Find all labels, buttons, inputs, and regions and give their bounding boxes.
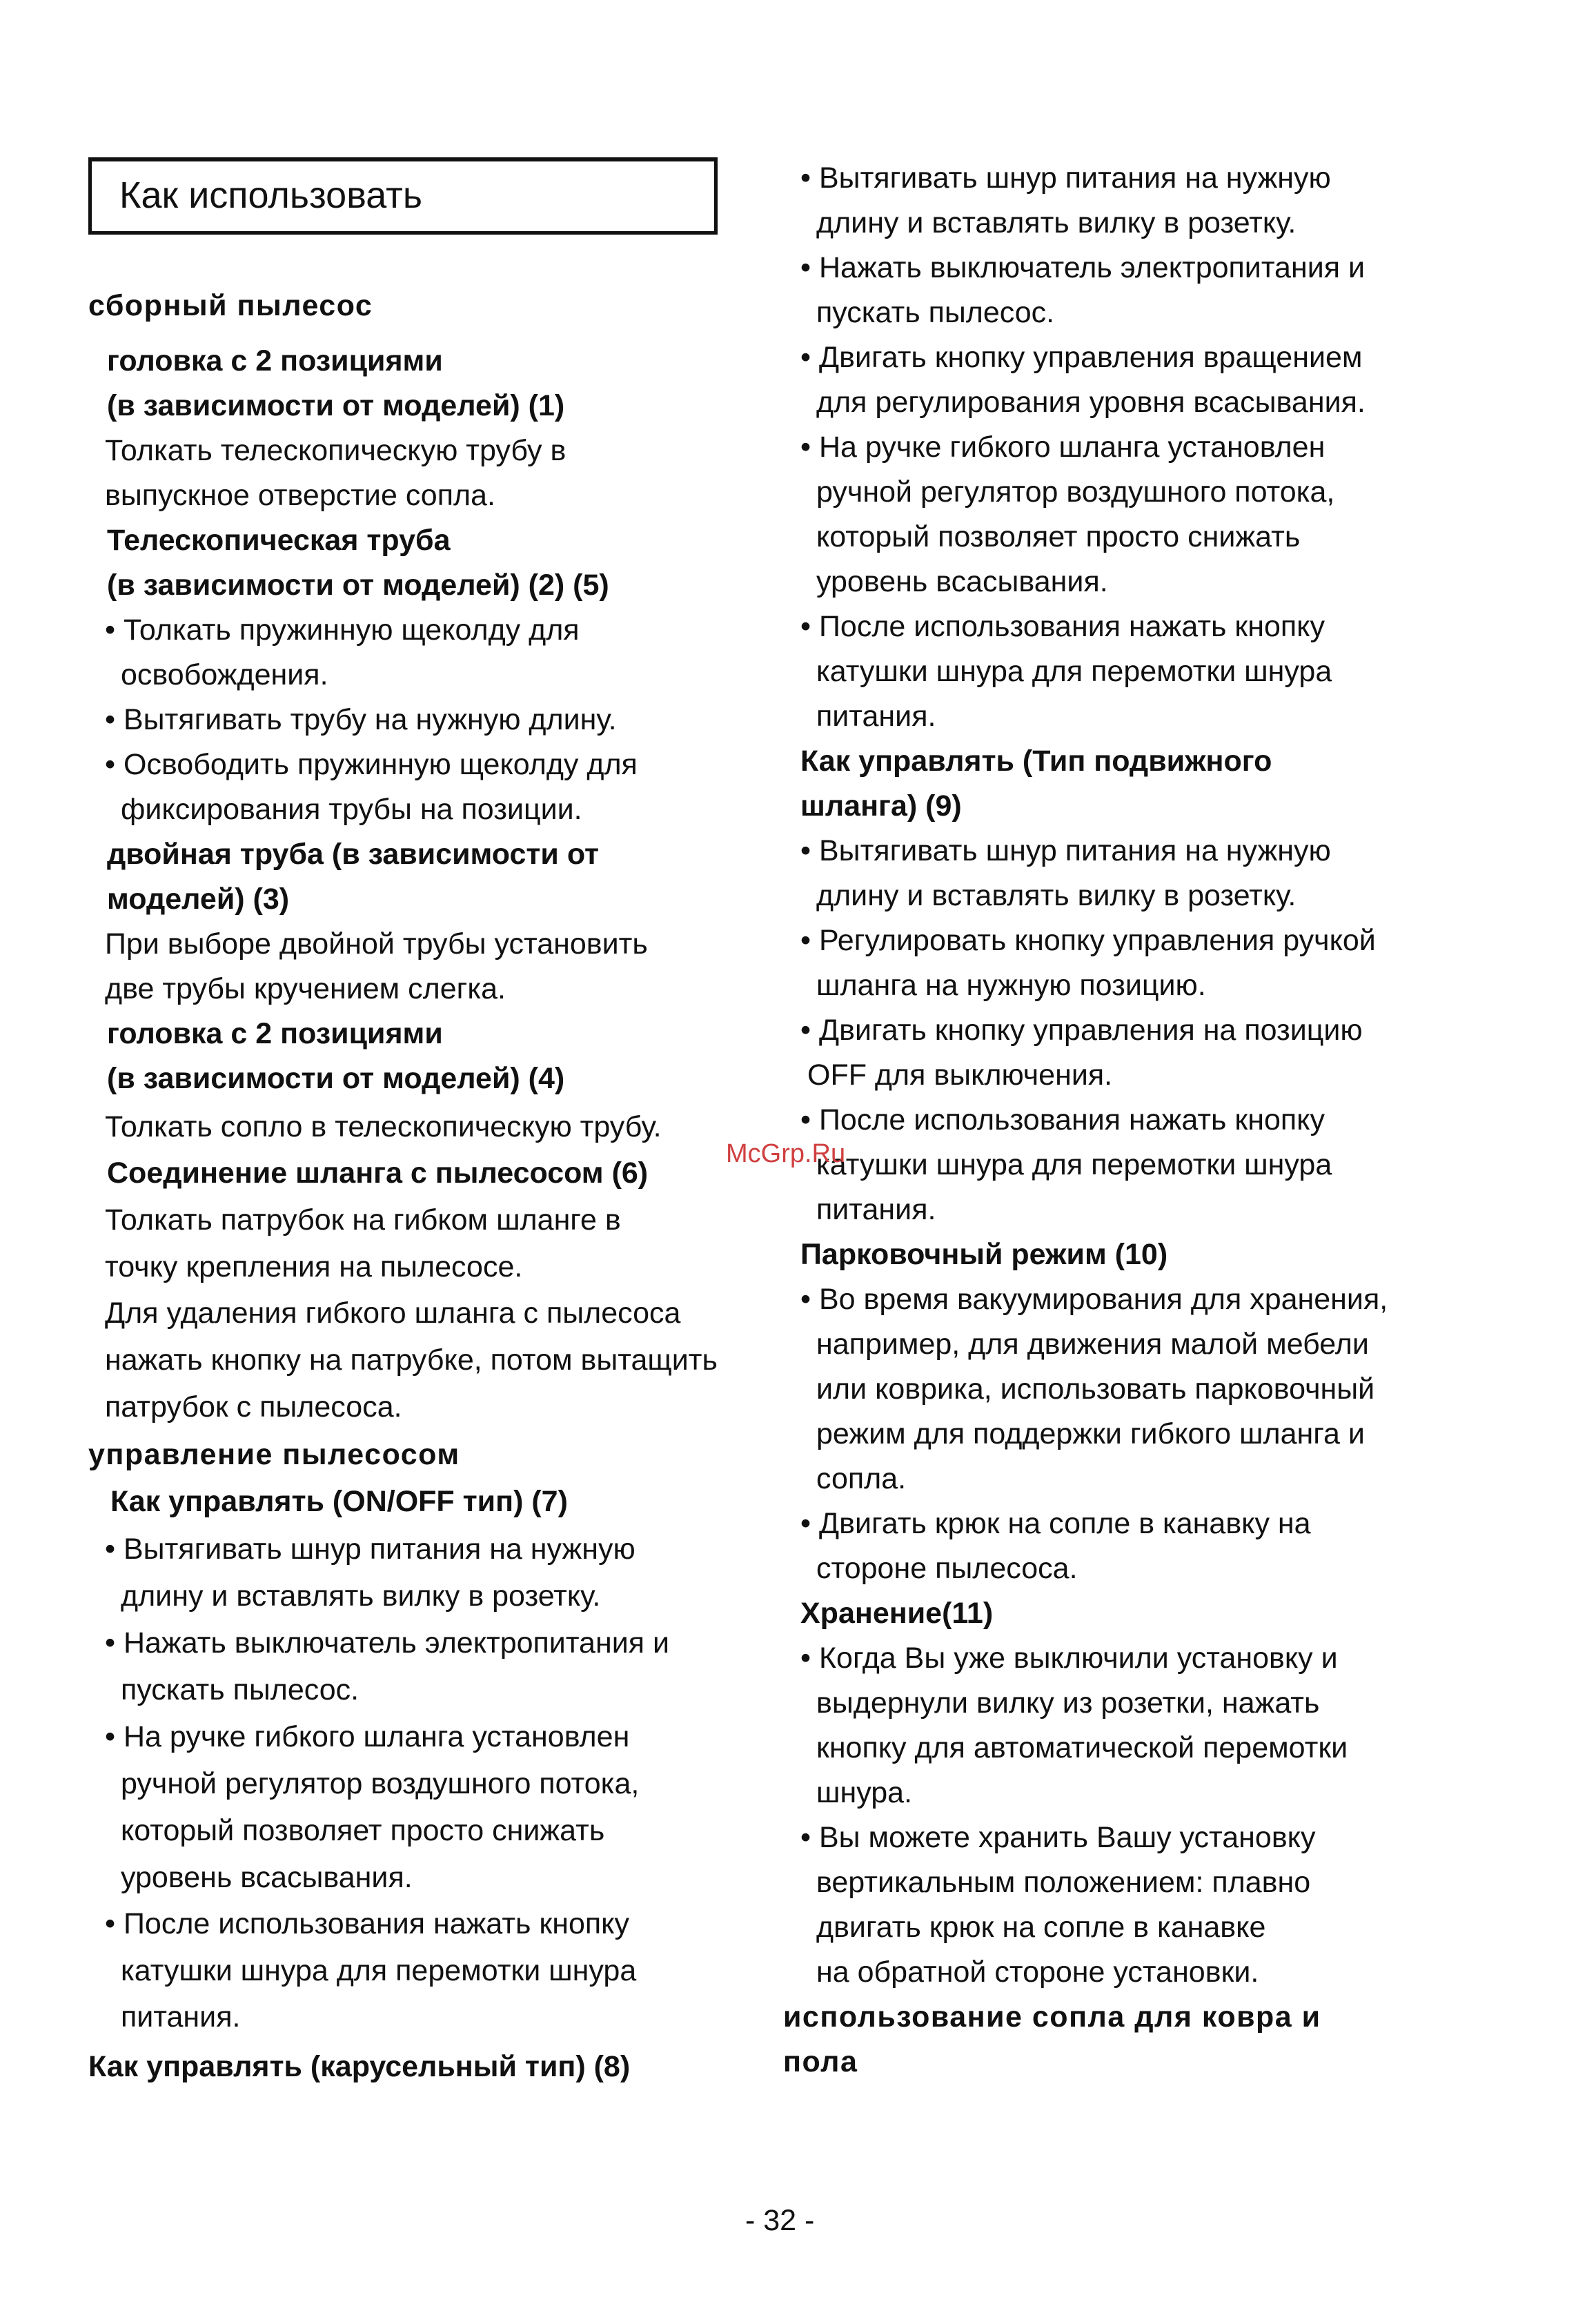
right-line: ручной регулятор воздушного потока,	[816, 475, 1335, 509]
right-line: или коврика, использовать парковочный	[816, 1372, 1375, 1406]
right-line: • Двигать крюк на сопле в канавку на	[800, 1507, 1311, 1540]
right-line: • Когда Вы уже выключили установку и	[800, 1642, 1338, 1675]
right-line: • Вытягивать шнур питания на нужную	[800, 834, 1331, 867]
left-line: длину и вставлять вилку в розетку.	[121, 1579, 601, 1613]
right-line: • На ручке гибкого шланга установлен	[800, 431, 1325, 464]
left-line: • После использования нажать кнопку	[105, 1907, 629, 1940]
left-line: • Нажать выключатель электропитания и	[105, 1626, 669, 1660]
left-line: двойная труба (в зависимости от	[107, 838, 600, 871]
title-box	[88, 157, 718, 235]
left-line: Телескопическая труба	[107, 524, 451, 557]
left-line: (в зависимости от моделей) (4)	[107, 1062, 565, 1095]
right-line: • Во время вакуумирования для хранения,	[800, 1283, 1388, 1316]
right-line: • Двигать кнопку управления на позицию	[800, 1014, 1363, 1047]
watermark: McGrp.Ru	[726, 1139, 846, 1168]
left-line: патрубок с пылесоса.	[105, 1390, 402, 1424]
right-line: вертикальным положением: плавно	[816, 1866, 1311, 1899]
left-line: нажать кнопку на патрубке, потом вытащить	[105, 1343, 718, 1377]
right-line: Парковочный режим (10)	[800, 1238, 1168, 1271]
right-line: • Вытягивать шнур питания на нужную	[800, 161, 1331, 195]
right-line: пола	[783, 2045, 858, 2078]
left-line: • Освободить пружинную щеколду для	[105, 748, 638, 781]
left-line: головка с 2 позициями	[107, 1017, 443, 1050]
left-line: • Вытягивать шнур питания на нужную	[105, 1533, 635, 1566]
left-line: Соединение шланга с пылесосом (6)	[107, 1156, 649, 1190]
left-line: освобождения.	[121, 658, 328, 691]
left-line: • Толкать пружинную щеколду для	[105, 613, 580, 647]
left-line: • На ручке гибкого шланга установлен	[105, 1720, 630, 1753]
page-number: - 32 -	[745, 2204, 815, 2237]
right-line: катушки шнура для перемотки шнура	[816, 1148, 1332, 1181]
left-line: фиксирования трубы на позиции.	[121, 793, 582, 826]
right-line: катушки шнура для перемотки шнура	[816, 655, 1332, 688]
left-line: выпускное отверстие сопла.	[105, 479, 495, 512]
left-line: питания.	[121, 2000, 241, 2034]
left-line: ручной регулятор воздушного потока,	[121, 1767, 640, 1800]
right-line: • Регулировать кнопку управления ручкой	[800, 924, 1376, 957]
right-line: • Двигать кнопку управления вращением	[800, 341, 1363, 374]
right-line: OFF для выключения.	[807, 1058, 1113, 1092]
right-line: питания.	[816, 1193, 936, 1226]
right-line: выдернули вилку из розетки, нажать	[816, 1686, 1320, 1720]
right-line: Хранение(11)	[800, 1597, 994, 1630]
right-line: уровень всасывания.	[816, 565, 1108, 598]
left-line: Толкать патрубок на гибком шланге в	[105, 1203, 621, 1237]
left-line: точку крепления на пылесосе.	[105, 1250, 523, 1283]
left-line: Для удаления гибкого шланга с пылесоса	[105, 1297, 681, 1330]
left-line: Толкать телескопическую трубу в	[105, 434, 566, 467]
right-line: питания.	[816, 700, 936, 733]
right-line: шланга) (9)	[800, 789, 962, 823]
page-title: Как использовать	[119, 175, 422, 216]
right-line: который позволяет просто снижать	[816, 520, 1301, 553]
right-line: шнура.	[816, 1776, 913, 1809]
left-line: (в зависимости от моделей) (1)	[107, 389, 565, 422]
left-line: Толкать сопло в телескопическую трубу.	[105, 1110, 662, 1143]
right-line: пускать пылесос.	[816, 296, 1055, 329]
right-line: • После использования нажать кнопку	[800, 1103, 1325, 1136]
left-line: • Вытягивать трубу на нужную длину.	[105, 703, 617, 736]
right-line: • Нажать выключатель электропитания и	[800, 251, 1365, 284]
left-line: Как управлять (карусельный тип) (8)	[88, 2050, 631, 2083]
left-line: (в зависимости от моделей) (2) (5)	[107, 569, 609, 602]
right-line: использование сопла для ковра и	[783, 2000, 1321, 2034]
right-line: режим для поддержки гибкого шланга и	[816, 1417, 1365, 1450]
left-line: управление пылесосом	[88, 1438, 460, 1471]
right-line: сопла.	[816, 1462, 907, 1495]
left-line: две трубы кручением слегка.	[105, 972, 506, 1005]
right-line: для регулирования уровня всасывания.	[816, 386, 1366, 419]
left-line: пускать пылесос.	[121, 1673, 359, 1706]
right-line: длину и вставлять вилку в розетку.	[816, 879, 1297, 912]
right-line: шланга на нужную позицию.	[816, 969, 1206, 1002]
left-line: уровень всасывания.	[121, 1861, 413, 1894]
left-line: головка с 2 позициями	[107, 344, 443, 377]
right-line: длину и вставлять вилку в розетку.	[816, 206, 1297, 239]
right-line: на обратной стороне установки.	[816, 1956, 1259, 1989]
left-line: сборный пылесос	[88, 289, 373, 322]
left-line: При выборе двойной трубы установить	[105, 927, 648, 961]
right-line: например, для движения малой мебели	[816, 1328, 1369, 1361]
right-line: • После использования нажать кнопку	[800, 610, 1325, 643]
right-line: двигать крюк на сопле в канавке	[816, 1911, 1266, 1944]
left-line: Как управлять (ON/OFF тип) (7)	[110, 1485, 568, 1518]
right-line: • Вы можете хранить Вашу установку	[800, 1821, 1316, 1854]
right-line: стороне пылесоса.	[816, 1552, 1078, 1585]
right-line: кнопку для автоматической перемотки	[816, 1731, 1348, 1764]
left-line: моделей) (3)	[107, 883, 290, 916]
left-line: катушки шнура для перемотки шнура	[121, 1954, 637, 1987]
left-line: который позволяет просто снижать	[121, 1814, 605, 1847]
right-line: Как управлять (Тип подвижного	[800, 745, 1272, 778]
